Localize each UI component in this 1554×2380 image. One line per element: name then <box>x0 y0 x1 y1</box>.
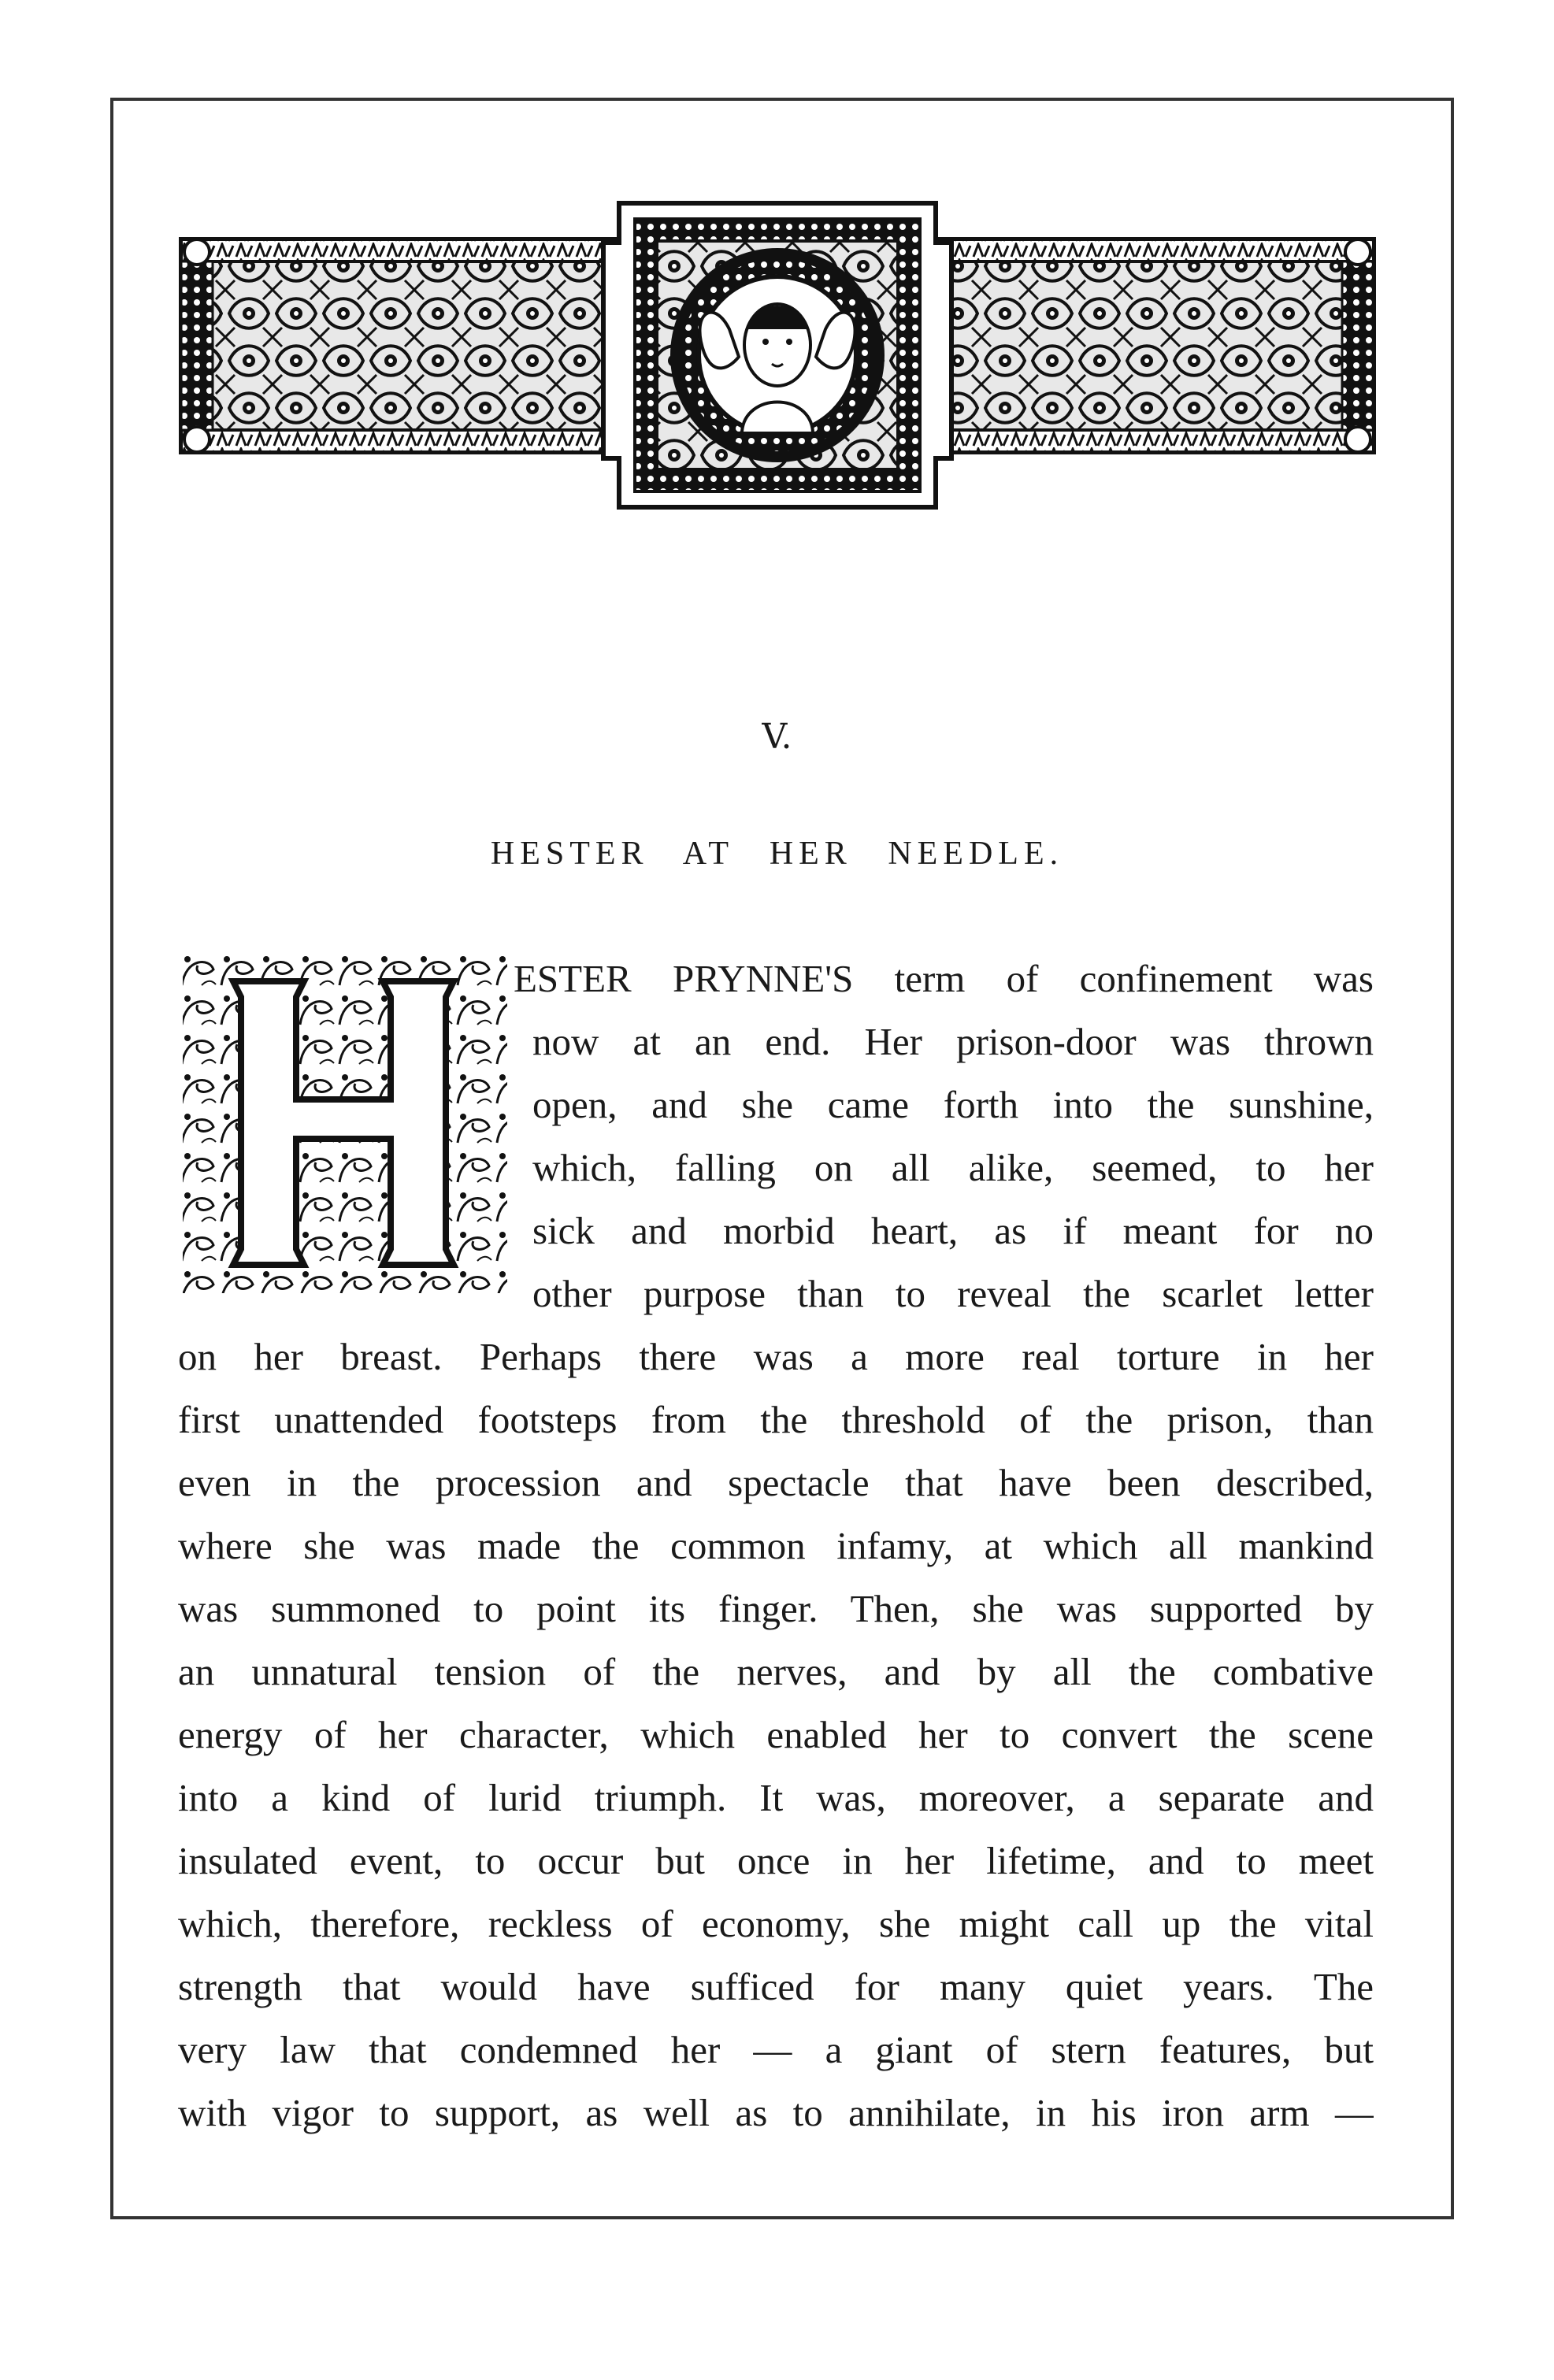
text-line: very law that condemned her — a giant of stern features, but <box>178 2028 1374 2071</box>
chapter-number: V. <box>762 717 792 757</box>
text-line: which, falling on all alike, seemed, to her <box>532 1146 1374 1189</box>
text-line: other purpose than to reveal the scarlet letter <box>532 1272 1374 1315</box>
text-line: into a kind of lurid triumph. It was, moreover, a separate and <box>178 1776 1374 1819</box>
text-line: which, therefore, reckless of economy, she might call up the vital <box>178 1902 1374 1945</box>
chapter-title: HESTER AT HER NEEDLE. <box>490 836 1064 872</box>
text-line: ESTER PRYNNE'S term of confinement was <box>514 957 1374 1000</box>
text-line: now at an end. Her prison-door was thrown <box>532 1020 1374 1063</box>
text-line: with vigor to support, as well as to annihilate, in his iron arm — <box>178 2091 1374 2134</box>
text-line: on her breast. Perhaps there was a more real torture in her <box>178 1335 1374 1378</box>
text-line: was summoned to point its finger. Then, she was supported by <box>178 1587 1374 1630</box>
decorated-initial-letter <box>178 950 512 1298</box>
text-line: open, and she came forth into the sunshine, <box>532 1083 1374 1126</box>
text-line: first unattended footsteps from the threshold of the prison, than <box>178 1398 1374 1441</box>
text-line: an unnatural tension of the nerves, and by all the combative <box>178 1650 1374 1693</box>
text-line: insulated event, to occur but once in her lifetime, and to meet <box>178 1839 1374 1882</box>
text-line: where she was made the common infamy, at which all mankind <box>178 1524 1374 1567</box>
text-line: energy of her character, which enabled her to convert the scene <box>178 1713 1374 1756</box>
text-line: strength that would have sufficed for many quiet years. The <box>178 1965 1374 2008</box>
text-line: sick and morbid heart, as if meant for no <box>532 1209 1374 1252</box>
ornamental-headpiece <box>178 195 1377 515</box>
text-line: even in the procession and spectacle that have been described, <box>178 1461 1374 1504</box>
